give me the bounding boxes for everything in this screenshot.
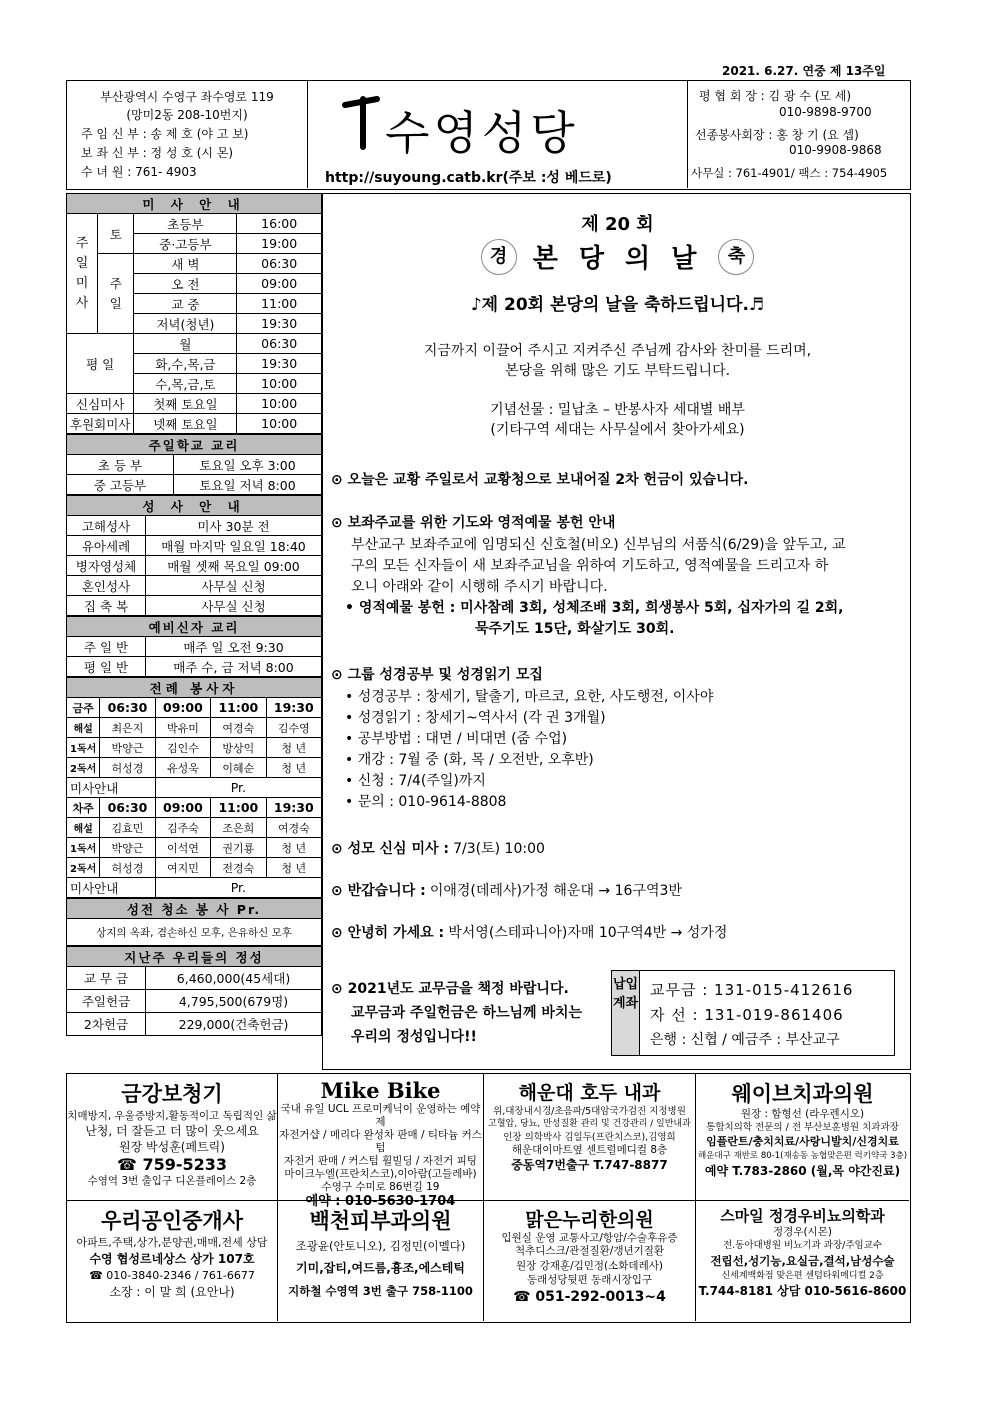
ad-line: 자전거샵 / 메리다 완성차 판매 / 티타늄 커스텀 [279,1129,482,1154]
supporters-mass-time: 10:00 [261,416,298,431]
ad-dermatology[interactable] [278,1201,484,1321]
website-url[interactable]: http://suyoung.catb.kr(주보 :성 베드로) [325,170,612,186]
next-week-label: 차주 [67,798,100,818]
offering-table [66,946,322,1036]
liturgy-time: 06:30 [100,698,155,718]
ad-line: 소장 : 이 말 희 (요안나) [109,1285,235,1299]
volunteer-name: 허성경 [100,858,155,878]
volunteer-name: 방상익 [211,738,266,758]
ad-line: 조광윤(안토니오), 김정민(이멜다) [295,1239,466,1253]
supporters-mass-label: 후원회미사 [67,414,134,434]
volunteer-name: 김효민 [100,818,155,838]
role-label: 해설 [67,818,100,838]
notice-body: 이애경(데레사)가정 해운대 → 16구역3반 [429,883,682,899]
ad-line: 입원실 운영 교통사고/항암/수술후유증 [501,1232,678,1244]
cleaning-table [66,898,322,946]
role-label: 1독서 [67,838,100,858]
ad-phone: T.744-8181 상담 010-5616-8600 [698,1284,907,1298]
anniversary-title [323,238,912,275]
sacrament-info: 미사 30분 전 [146,516,322,536]
ad-phone: 예약 T.783-2860 (월,목 야간진료) [704,1164,901,1178]
ad-name: Mike Bike [320,1078,441,1103]
volunteer-name: 김수영 [266,718,321,738]
weekday-days: 화,수,목,금 [134,354,237,373]
ad-line: 정경우(시몬) [773,1226,832,1238]
devotion-mass-label: 신심미사 [67,394,134,414]
cleaning-title: 성전 청소 봉 사 Pr. [67,899,322,919]
sacraments-title: 성 사 안 내 [67,496,322,516]
liturgy-time: 19:30 [266,798,321,818]
thanks-line1: 지금까지 이끌어 주시고 지켜주신 주님께 감사와 찬미를 드리며, [423,343,812,359]
volunteer-name: 김인수 [155,738,210,758]
sunday-label: 주 일 [98,254,134,334]
weekday-days: 월 [134,334,237,353]
pastor: 주 임 신 부 : 송 제 호 (야 고 보) [81,127,249,141]
ad-line: 동래성당뒷편 동래시장입구 [526,1274,653,1286]
notice-item: 묵주기도 15단, 화살기도 30회. [475,621,675,637]
volunteer-name: 청 년 [266,738,321,758]
left-column [66,193,322,1036]
mass-time: 09:00 [261,276,298,291]
offering-title: 지난주 우리들의 정성 [67,947,322,967]
notice-item: • 문의 : 010-9614-8808 [345,794,507,810]
ad-line: 전.동아대병원 비뇨기과 과장/주임교수 [722,1240,883,1251]
volunteer-name: 조은희 [211,818,266,838]
offering-type: 2차헌금 [67,1013,146,1036]
ad-name: 스마일 정경우비뇨의학과 [720,1207,885,1225]
volunteer-name: 허성경 [100,758,155,778]
circle-dot-icon: ⊙ [331,883,348,899]
account-charity: 자 선 : 131-019-861406 [650,1006,844,1024]
ad-phone: 중동역7번출구 T.747-8877 [511,1158,668,1172]
header [66,80,911,190]
ad-phone: ☎ 051-292-0013~4 [513,1289,666,1305]
sunday-mass-label: 주 일 미 사 [67,214,98,334]
ad-line: 아파트,주택,상가,분양권,매매,전세 상담 [76,1236,268,1249]
volunteer-name: 권기룡 [211,838,266,858]
mass-schedule-title: 미 사 안 내 [67,194,322,214]
volunteer-name: 여경숙 [266,818,321,838]
volunteer-name: 최은지 [100,718,155,738]
sunday-school-group: 초 등 부 [67,455,174,475]
sunday-school-table [66,434,322,495]
assistant-priest: 보 좌 신 부 : 정 성 호 (시 몬) [81,146,234,160]
laurel-left-icon: 경 [481,239,517,275]
weekday-time: 06:30 [261,336,298,351]
cleaning-groups: 상지의 옥좌, 겸손하신 모후, 은유하신 모후 [67,919,322,946]
supporters-mass-day: 넷째 토요일 [134,414,237,433]
account-bank: 은행 : 신협 / 예금주 : 부산교구 [650,1032,840,1048]
notice-title: 2021년도 교무금을 책정 바랍니다. [347,981,569,997]
notice-farewell [331,922,727,942]
notice-body: 구의 모든 신자들이 새 보좌주교님을 위하여 기도하고, 영적예물을 드리고자 하 [351,558,829,574]
gift-line1: 기념선물 : 밀납초 – 반봉사자 세대별 배부 [490,402,745,418]
offering-amount: 6,460,000(45세대) [146,967,322,990]
sunday-school-time: 토요일 오후 3:00 [174,455,322,475]
notice-title: 반갑습니다 : [347,883,426,899]
header-parish-info [67,81,308,188]
mass-time: 11:00 [261,296,298,311]
offering-type: 주일헌금 [67,990,146,1013]
circle-dot-icon: ⊙ [331,841,348,857]
volunteer-name: 박양근 [100,838,155,858]
congratulations: ♪제 20회 본당의 날을 축하드립니다.♬ [470,295,765,315]
ad-line: 수영역 3번 출입구 디온플레이스 2층 [87,1175,257,1187]
volunteer-name: 전경숙 [211,858,266,878]
mass-time: 16:00 [261,216,298,231]
mass-guide-label: 미사안내 [67,778,156,798]
volunteer-head-phone: 010-9908-9868 [789,143,882,157]
circle-dot-icon: ⊙ [331,981,348,997]
ad-line: 해운대이마트옆 센트럴메디컬 8층 [511,1144,668,1156]
catechumen-title: 예비신자 교리 [67,617,322,637]
ad-name: 맑은누리한의원 [525,1209,654,1231]
ad-line: 인장 의학박사 김일두(프란치스코),김영희 [503,1132,676,1143]
catechumen-time: 매주 수, 금 저녁 8:00 [146,657,322,677]
gift-line2: (기타구역 세대는 사무실에서 찾아가세요) [490,422,745,438]
volunteer-name: 청 년 [266,838,321,858]
mass-name: 중·고등부 [134,234,237,253]
circle-dot-icon: ⊙ [331,925,348,941]
weekday-time: 19:30 [261,356,298,371]
office-phone-fax: 사무실 : 761-4901/ 팩스 : 754-4905 [691,166,888,180]
sacrament-name: 고해성사 [67,516,146,536]
liturgy-time: 11:00 [211,698,266,718]
account-label: 납입계좌 [612,971,640,1055]
mass-guide-value: Pr. [155,778,321,798]
ad-phone: ☎ 010-3840-2346 / 761-6677 [89,1269,255,1282]
volunteer-name: 이혜순 [211,758,266,778]
ad-name: 우리공인중개사 [100,1209,243,1233]
ad-line: 통합치의학 전문의 / 전 부산보훈병원 치과과장 [706,1122,899,1133]
ad-phone: 예약 : 010-5630-1704 [305,1194,456,1209]
ad-oriental-clinic[interactable] [484,1201,696,1321]
ad-line: 원장 강재훈/김민정(소화데레사) [516,1260,663,1272]
ad-line: 원장 박성훈(페트릭) [119,1140,225,1154]
role-label: 해설 [67,718,100,738]
ad-name: 해운대 호두 내과 [518,1082,661,1104]
sunday-school-group: 중 고등부 [67,475,174,495]
mass-guide-label: 미사안내 [67,878,156,898]
notice-text: 오늘은 교황 주일로서 교황청으로 보내어질 2차 헌금이 있습니다. [347,472,749,488]
ad-line: 고혈압, 당뇨, 만성질환 관리 및 건강관리 / 일반내과 [488,1119,691,1129]
notice-body: 박서영(스테파니아)자매 10구역4반 → 성가정 [448,925,728,941]
ads-area [66,1073,911,1323]
notice-dues [331,978,611,1046]
ad-name: 금강보청기 [121,1082,223,1106]
offering-type: 교 무 금 [67,967,146,990]
mass-name: 교 중 [134,294,237,313]
notice-item: • 개강 : 7월 중 (화, 목 / 오전반, 오후반) [345,752,594,768]
cross-logo-icon [337,87,387,157]
sunday-school-title: 주일학교 교리 [67,435,322,455]
ad-line: 치매방지, 우울증방지,활동적이고 독립적인 삶 [67,1110,277,1122]
sacraments-table [66,495,322,616]
sacrament-name: 유아세례 [67,536,146,556]
ad-realtor[interactable] [67,1201,278,1321]
liturgy-time: 19:30 [266,698,321,718]
weekday-days: 수,목,금,토 [134,374,237,393]
ad-dental[interactable] [696,1074,909,1200]
address-line1: 부산광역시 수영구 좌수영로 119 [100,90,274,104]
bulletin-date: 2021. 6.27. 연중 제 13주일 [722,64,886,78]
ad-line: 신세계백화점 맞은편 센텀타워메디컬 2층 [721,1271,884,1281]
notice-body: 7/3(토) 10:00 [453,841,545,857]
ad-line: 해운대구 재반로 80-1(재송동 농협맞은편 럭키약국 3층) [697,1151,908,1161]
ad-urology[interactable] [696,1201,909,1321]
volunteer-name: 유성욱 [155,758,210,778]
notice-title: 보좌주교를 위한 기도와 영적예물 봉헌 안내 [347,515,616,531]
volunteer-name: 김주숙 [155,818,210,838]
weekday-time: 10:00 [261,376,298,391]
sacrament-name: 병자영성체 [67,556,146,576]
header-contacts [687,81,909,188]
sacrament-info: 사무실 신청 [146,596,322,616]
catechumen-class: 주 일 반 [67,637,146,657]
notice-item: • 성경읽기 : 창세기~역사서 (각 권 3개월) [345,710,606,726]
ad-mike-bike[interactable] [278,1074,484,1209]
saturday-label: 토 [98,214,134,254]
council-president: 평 협 회 장 : 김 광 수 (모 세) [699,89,852,103]
ad-line: 국내 유일 UCL 프로미케닉이 운영하는 예약제 [280,1103,481,1128]
address-line2: (망미2동 208-10번지) [126,108,248,122]
ad-hearing-aid[interactable] [67,1074,278,1200]
header-logo-area [307,81,688,188]
ad-line: 마이크누엘(프란치스코),이아람(고들레바) [284,1168,477,1180]
mass-name: 오 전 [134,274,237,293]
convent: 수 녀 원 : 761- 4903 [81,165,197,179]
ad-line: 자전거 판매 / 커스텀 휠빌딩 / 자전거 피팅 [284,1155,477,1167]
logo-text: 수영성당 [385,106,579,160]
volunteer-name: 여경숙 [211,718,266,738]
role-label: 2독서 [67,858,100,878]
volunteer-name: 여지민 [155,858,210,878]
notice-welcome [331,880,682,900]
liturgy-title: 전례 봉사자 [67,678,322,698]
liturgy-time: 09:00 [155,698,210,718]
ad-name: 웨이브치과의원 [731,1082,874,1106]
liturgy-time: 09:00 [155,798,210,818]
liturgy-time: 06:30 [100,798,155,818]
ad-phone: 지하철 수영역 3번 출구 758-1100 [288,1284,473,1298]
notice-bible-study [331,664,906,813]
circle-dot-icon: ⊙ [331,472,348,488]
ad-line: 원장 : 함형선 (라우렌시오) [740,1108,865,1120]
ad-services: 임플란트/충치치료/사랑니발치/신경치료 [706,1135,899,1148]
devotion-mass-day: 첫째 토요일 [134,394,237,413]
notice-body: 교무금과 주일헌금은 하느님께 바치는 [351,1005,583,1021]
ad-line: 수영 협성르네상스 상가 107호 [89,1252,255,1266]
sacrament-name: 집 축 복 [67,596,146,616]
volunteer-name: 박양근 [100,738,155,758]
notice-bishop-prayer [331,512,906,640]
notice-item: • 성경공부 : 창세기, 탈출기, 마르코, 요한, 사도행전, 이사야 [345,689,714,705]
ad-line: 난청, 더 잘듣고 더 많이 웃으세요 [85,1124,259,1138]
volunteer-name: 박유미 [155,718,210,738]
catechumen-time: 매주 일 오전 9:30 [146,637,322,657]
circle-dot-icon: ⊙ [331,515,348,531]
volunteer-name: 청 년 [266,758,321,778]
notice-title: 안녕히 가세요 : [347,925,445,941]
ad-line: 척추디스크/관절질환/갱년기질환 [514,1245,665,1257]
notice-body: 오니 아래와 같이 시행해 주시기 바랍니다. [351,579,608,595]
mass-time: 19:00 [261,236,298,251]
sacrament-info: 매월 셋째 목요일 09:00 [146,556,322,576]
mass-name: 저녁(청년) [134,314,237,333]
anniversary-number: 제 20 회 [581,214,654,235]
account-box [611,970,895,1056]
ad-line: 기미,잡티,여드름,흉조,에스테틱 [296,1261,465,1275]
liturgy-table [66,677,322,898]
ad-line: 위,대장내시경/초음파/5대암국가검진 지정병원 [493,1106,686,1117]
circle-dot-icon: ⊙ [331,667,348,683]
volunteer-name: 이석연 [155,838,210,858]
ad-line: 전립선,성기능,요실금,결석,남성수술 [710,1254,895,1268]
notice-body: 부산교구 보좌주교에 임명되신 신호철(비오) 신부님의 서품식(6/29)을 앞두고, 교 [351,537,846,553]
notice-marian-mass [331,838,545,858]
role-label: 2독서 [67,758,100,778]
this-week-label: 금주 [67,698,100,718]
liturgy-time: 11:00 [211,798,266,818]
sacrament-info: 매월 마지막 일요일 18:40 [146,536,322,556]
notice-title: 그룹 성경공부 및 성경읽기 모집 [347,667,543,683]
sacrament-info: 사무실 신청 [146,576,322,596]
offering-amount: 4,795,500(679명) [146,990,322,1013]
notice-body: 우리의 정성입니다!! [351,1029,477,1045]
notice-item: • 영적예물 봉헌 : 미사참례 3회, 성체조배 3회, 희생봉사 5회, 십자가의 길 2회, [345,600,844,616]
notice-item: • 공부방법 : 대면 / 비대면 (줌 수업) [345,731,568,747]
weekday-label: 평 일 [67,334,134,394]
mass-name: 새 벽 [134,254,237,273]
account-dues: 교무금 : 131-015-412616 [650,981,854,999]
notice-item: • 신청 : 7/4(주일)까지 [345,773,486,789]
mass-name: 초등부 [134,214,237,233]
ad-line: 수영구 수미로 86번길 19 [321,1181,440,1193]
catechumen-class: 평 일 반 [67,657,146,677]
devotion-mass-time: 10:00 [261,396,298,411]
thanks-line2: 본당을 위해 많은 기도 부탁드립니다. [504,363,731,379]
catechumen-table [66,616,322,677]
mass-time: 06:30 [261,256,298,271]
offering-amount: 229,000(건축헌금) [146,1013,322,1036]
mass-schedule-table [66,193,322,434]
laurel-right-icon: 축 [718,239,754,275]
council-president-phone: 010-9898-9700 [779,105,872,119]
ad-internal-medicine[interactable] [484,1074,696,1200]
anniversary-main-text: 본 당 의 날 [532,244,703,274]
notice-papal-collection [331,469,748,489]
ad-phone: ☎ 759-5233 [116,1155,228,1174]
role-label: 1독서 [67,738,100,758]
notice-title: 성모 신심 미사 : [347,841,449,857]
mass-time: 19:30 [261,316,298,331]
sacrament-name: 혼인성사 [67,576,146,596]
main-content [322,193,911,1070]
mass-guide-value: Pr. [155,878,321,898]
volunteer-head: 선종봉사회장 : 홍 창 기 (요 셉) [695,128,859,142]
sunday-school-time: 토요일 저녁 8:00 [174,475,322,495]
volunteer-name: 청 년 [266,858,321,878]
ad-name: 백천피부과의원 [309,1209,452,1233]
